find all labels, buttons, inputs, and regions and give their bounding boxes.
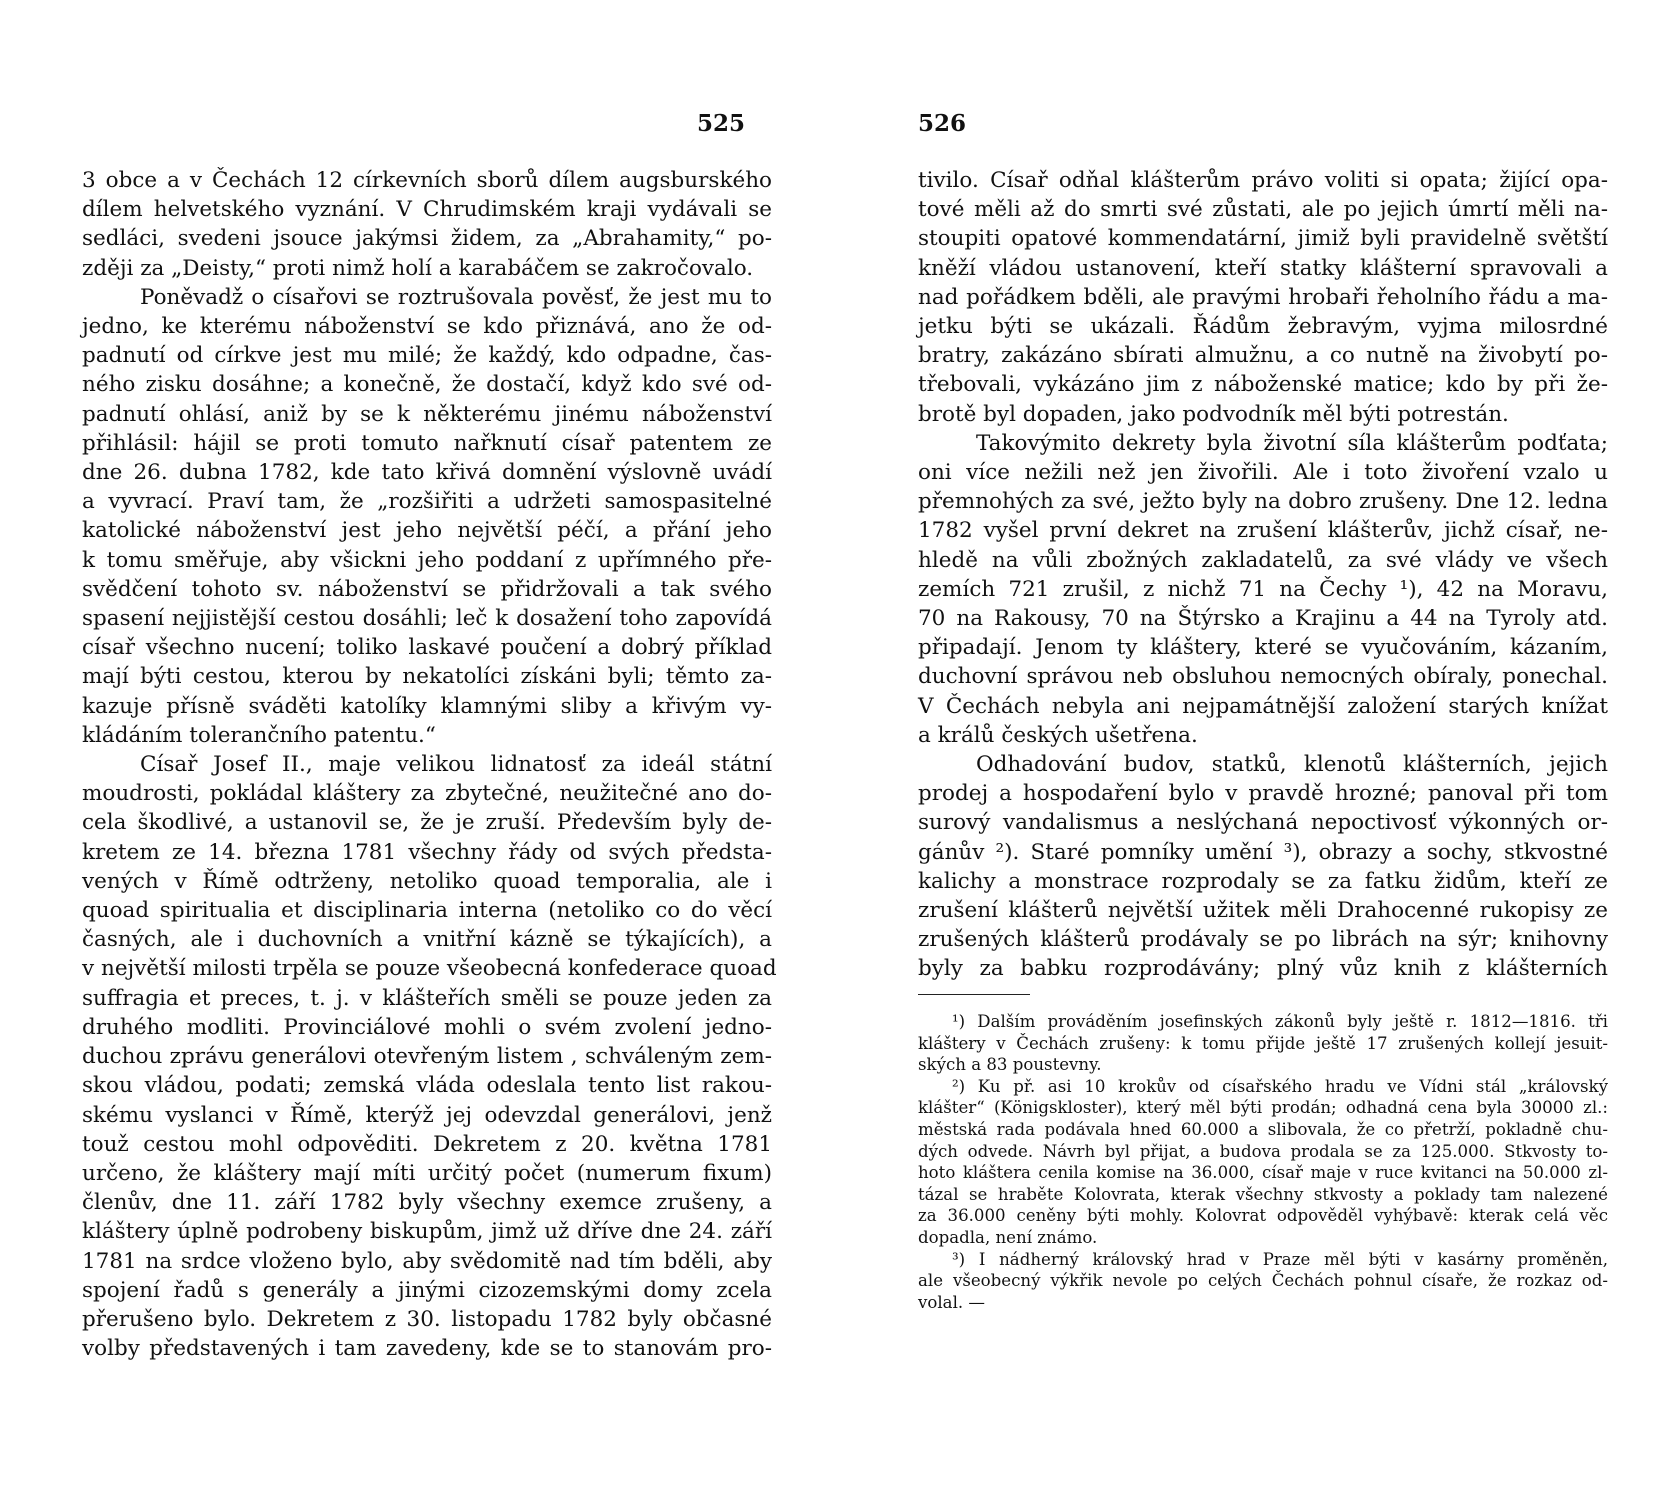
text-line: prodej a hospodaření bylo v pravdě hrozné; panoval při tom [918,781,1608,807]
text-line: a králů českých ušetřena. [918,722,1198,748]
text-line: časných, ale i duchovních a vnitřní kázně se týkajících), a [82,927,772,953]
text-line: v největší milosti trpěla se pouze všeobecná konfederace quoad [82,956,777,982]
text-line: kládáním tolerančního patentu.“ [82,722,436,748]
text-line: kněží vládou ustanovení, kteří statky klášterní spravovali a [918,255,1608,281]
right-page-body [918,166,1608,984]
text-line: kalichy a monstrace rozprodaly se za fatku židům, kteří ze [918,868,1608,894]
text-line: stoupiti opatové kommendatární, jimiž byli pravidelně světští [918,226,1608,252]
text-line: členův, dne 11. září 1782 byly všechny exemce zrušeny, a [82,1190,772,1216]
text-line: Císař Josef II., maje velikou lidnatosť za ideál státní [140,752,772,778]
text-line: kretem ze 14. března 1781 všechny řády od svých předsta- [82,839,772,865]
text-line: přerušeno bylo. Dekretem z 30. listopadu 1782 byly občasné [82,1306,772,1332]
text-line: druhého modliti. Provinciálové mohli o svém zvolení jedno- [82,1014,772,1040]
text-line: přemnohých za své, ježto byly na dobro zrušeny. Dne 12. ledna [918,489,1608,515]
text-line: duchovní správou neb obsluhou nemocných obíraly, ponechal. [918,664,1608,690]
footnote-line: ských a 83 poustevny. [918,1055,1102,1075]
text-line: brotě byl dopaden, jako podvodník měl býti potrestán. [918,401,1509,427]
text-line: surový vandalismus a neslýchaná nepoctivosť výkonných or- [918,810,1608,836]
text-line: 3 obce a v Čechách 12 církevních sborů dílem augsburského [82,168,772,193]
text-line: 1782 vyšel první dekret na zrušení klášterův, jichž císař, ne- [918,518,1608,544]
text-line: tivilo. Císař odňal klášterům právo voliti si opata; žijící opa- [918,168,1608,193]
footnote-divider [918,994,1030,995]
text-line: jedno, ke kterému náboženství se kdo přiznává, ano že od- [82,314,772,340]
text-line: padnutí od církve jest mu milé; že každý, kdo odpadne, čas- [82,343,772,369]
text-line: k tomu směřuje, aby všickni jeho poddaní z upřímného pře- [82,547,772,573]
footnote-line: hoto kláštera cenila komise na 36.000, císař maje v ruce kvitanci na 50.000 zl- [918,1163,1608,1183]
text-line: dne 26. dubna 1782, kde tato křivá domnění výslovně uvádí [82,460,772,486]
text-line: zrušených klášterů prodávaly se po librách na sýr; knihovny [918,927,1608,953]
text-line: 1781 na srdce vloženo bylo, aby svědomitě nad tím bděli, aby [82,1248,772,1274]
text-line: mají býti cestou, kterou by nekatolíci získáni byli; těmto za- [82,664,772,690]
text-line: tové měli až do smrti své zůstati, ale po jejich úmrtí měli na- [918,197,1608,223]
text-line: Poněvadž o císařovi se roztrušovala pověsť, že jest mu to [140,284,772,310]
text-line: skou vládou, podati; zemská vláda odeslala tento list rakou- [82,1073,772,1099]
text-line: V Čechách nebyla ani nejpamátnější založení starých knížat [918,693,1608,719]
text-line: skému vyslanci v Římě, kterýž jej odevzdal generálovi, jenž [82,1102,772,1128]
text-line: Odhadování budov, statků, klenotů klášterních, jejich [976,752,1608,778]
text-line: přihlásil: hájil se proti tomuto nařknutí císař patentem ze [82,430,772,456]
footnotes [918,1011,1608,1313]
text-line: zemích 721 zrušil, z nichž 71 na Čechy ¹), 42 na Moravu, [918,576,1608,602]
text-line: suffragia et preces, t. j. v klášteřích směli se pouze jeden za [82,985,772,1011]
footnote-line: dopadla, není známo. [918,1227,1098,1247]
text-line: zrušení klášterů největší užitek měli Drahocenné rukopisy ze [918,898,1608,924]
text-line: padnutí ohlásí, aniž by se k některému jinému náboženství [82,401,772,427]
text-line: dílem helvetského vyznání. V Chrudimském kraji vydávali se [82,197,772,223]
text-line: nad pořádkem bděli, ale pravými hrobaři řeholního řádu a ma- [918,284,1608,310]
text-line: sedláci, svedeni jsouce jakýmsi židem, za „Abrahamity,“ po- [82,226,772,252]
footnote-line: dých odvede. Návrh byl přijat, a budova prodala se za 125.000. Stkvosty to- [918,1141,1608,1161]
footnote-line: ²) Ku př. asi 10 krokův od císařského hradu ve Vídni stál „královský [952,1076,1608,1096]
footnote-line: ale všeobecný výkřik nevole po celých Čechách pohnul císaře, že rozkaz od- [918,1271,1608,1291]
text-line: určeno, že kláštery mají míti určitý počet (numerum fixum) [82,1160,772,1186]
text-line: kazuje přísně sváděti katolíky klamnými sliby a křivým vy- [82,693,772,719]
text-line: cela škodlivé, a ustanovil se, že je zruší. Především byly de- [82,810,772,836]
text-line: quoad spiritualia et disciplinaria interna (netoliko co do věcí [82,898,772,924]
footnote-line: volal. — [918,1292,986,1312]
footnote-line: kláštery v Čechách zrušeny: k tomu přijde ještě 17 zrušených kollejí jesuit- [918,1033,1608,1053]
text-line: 70 na Rakousy, 70 na Štýrsko a Krajinu a 44 na Tyroly atd. [918,606,1608,632]
text-line: kláštery úplně podrobeny biskupům, jimž už dříve dne 24. září [82,1219,772,1245]
text-line: císař všechno nucení; toliko laskavé poučení a dobrý příklad [82,635,772,661]
left-page-body [82,166,777,1363]
text-line: bratry, zakázáno sbírati almužnu, a co nutně na živobytí po- [918,343,1608,369]
page-number-right: 526 [918,110,967,137]
text-line: ného zisku dosáhne; a konečně, že dostačí, když kdo své od- [82,372,772,398]
text-line: vených v Římě odtrženy, netoliko quoad temporalia, ale i [82,868,772,894]
text-line: byly za babku rozprodávány; plný vůz knih z klášterních [918,956,1608,982]
text-line: Takovýmito dekrety byla životní síla klášterům podťata; [976,430,1608,456]
footnote-line: ³) I nádherný královský hrad v Praze měl býti v kasárny proměněn, [952,1249,1608,1269]
footnote-line: městská rada podávala hned 60.000 a slibovala, že co přetrží, pokladně chu- [918,1119,1608,1139]
text-line: a vyvrací. Praví tam, že „rozšiřiti a udržeti samospasitelné [82,489,772,515]
text-line: hledě na vůli zbožných zakladatelů, za své vlády ve všech [918,547,1608,573]
footnote-line: klášter“ (Königskloster), který měl býti prodán; odhadná cena byla 30000 zl.: [918,1098,1608,1118]
text-line: svědčení tohoto sv. náboženství se přidržovali a tak svého [82,576,772,602]
text-line: spojení řadů s generály a jinými cizozemskými domy zcela [82,1277,772,1303]
text-line: touž cestou mohl odpověditi. Dekretem z 20. května 1781 [82,1131,772,1157]
text-line: volby představených i tam zavedeny, kde se to stanovám pro- [82,1336,772,1362]
page-number-left: 525 [697,110,746,137]
footnote-line: ¹) Dalším prováděním josefinských zákonů byly ještě r. 1812—1816. tři [952,1012,1608,1031]
text-line: katolické náboženství jest jeho největší péčí, a přání jeho [82,518,772,544]
text-line: moudrosti, pokládal kláštery za zbytečné, neužitečné ano do- [82,781,772,807]
text-line: duchou zprávu generálovi otevřeným listem , schváleným zem- [82,1044,772,1070]
text-line: zději za „Deisty,“ proti nimž holí a karabáčem se zakročovalo. [82,255,754,281]
text-line: spasení nejjistější cestou dosáhli; leč k dosažení toho zapovídá [82,606,772,632]
text-line: připadají. Jenom ty kláštery, které se vyučováním, kázaním, [918,635,1608,661]
footnote-line: za 36.000 ceněny býti mohly. Kolovrat odpověděl vyhýbavě: kterak celá věc [918,1206,1608,1226]
text-line: jetku býti se ukázali. Řádům žebravým, vyjma milosrdné [918,314,1608,340]
text-line: oni více nežili než jen živořili. Ale i toto živoření vzalo u [918,460,1608,486]
text-line: třebovali, vykázáno jim z náboženské matice; kdo by při že- [918,372,1608,398]
footnote-line: tázal se hraběte Kolovrata, kterak všechny stkvosty a poklady tam nalezené [918,1184,1608,1204]
text-line: gánův ²). Staré pomníky umění ³), obrazy a sochy, stkvostné [918,839,1608,865]
